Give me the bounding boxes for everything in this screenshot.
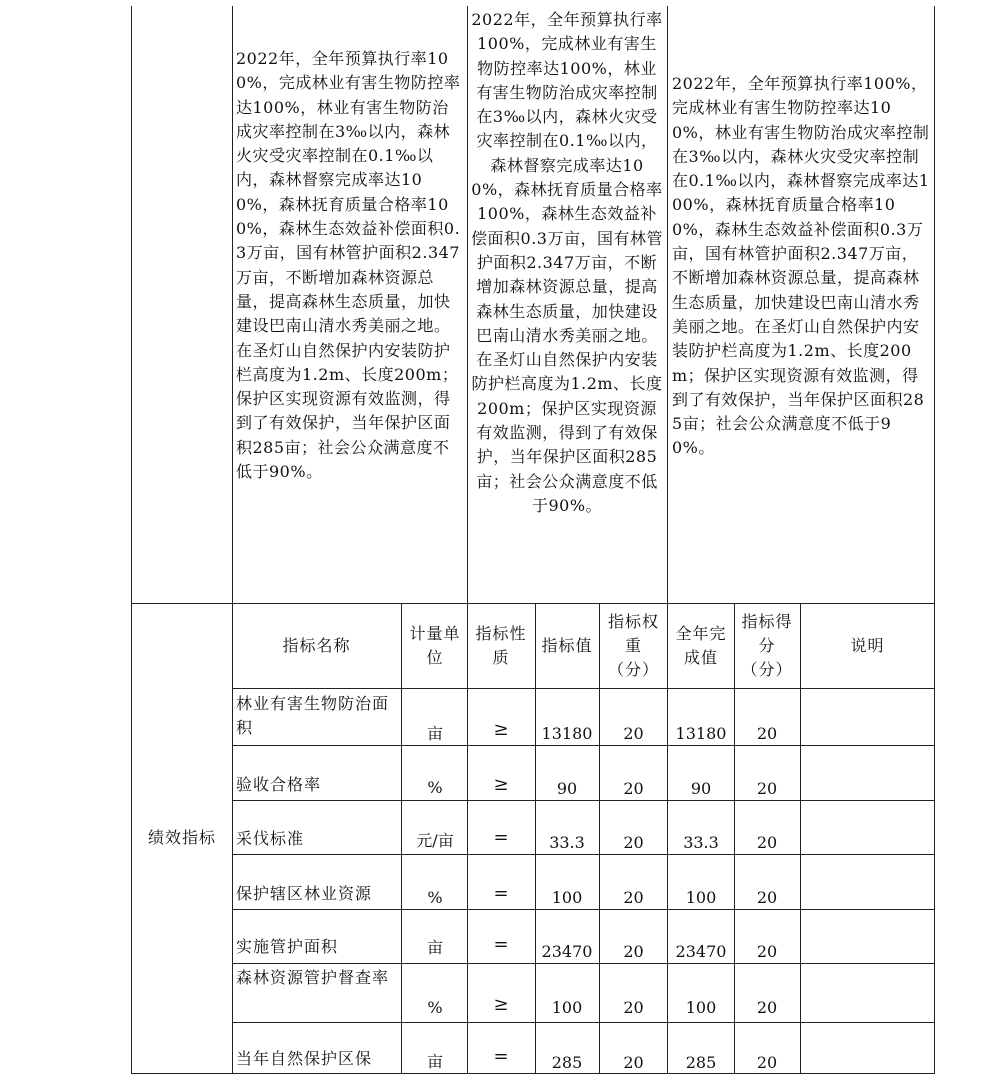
row-5-nature: = bbox=[493, 934, 509, 955]
header-completed-value: 全年完成值 bbox=[675, 623, 727, 667]
row-1-completed: 13180 bbox=[675, 724, 727, 743]
header-target-value: 指标值 bbox=[541, 635, 593, 655]
row-7-completed: 285 bbox=[685, 1053, 717, 1072]
header-weight: 指标权重（分） bbox=[607, 611, 659, 679]
row-3-completed: 33.3 bbox=[683, 833, 719, 852]
row-7-score: 20 bbox=[756, 1053, 778, 1072]
row-2-score: 20 bbox=[756, 779, 778, 798]
goal-text-actual-completion bbox=[668, 72, 934, 542]
goal-text-midyear-target-content: 2022年，全年预算执行率100%，完成林业有害生物防控率达100%，林业有害生物防治成灾率控制在3‰以内，森林火灾受灾率控制在0.1‰以内，森林督察完成率达100%，森林抚育质量合格率100%，森林生态效益补偿面积0.3万亩，国有林管护面积2.347万亩，不断增加森林资源总量，提高森林生态质量，加快建设巴南山清水秀美丽之地。在圣灯山自然保护内安装防护栏高度为1.2m、长度200m；保护区实现资源有效监测，得到了有效保护，当年保护区面积285亩；社会公众满意度不低于90%。 bbox=[471, 10, 663, 515]
goal-text-annual-target-content: 2022年，全年预算执行率100%，完成林业有害生物防控率达100%，林业有害生物防治成灾率控制在3‰以内，森林火灾受灾率控制在0.1‰以内，森林督察完成率达100%，森林抚育质量合格率100%，森林生态效益补偿面积0.3万亩，国有林管护面积2.347万亩，不断增加森林资源总量，提高森林生态质量，加快建设巴南山清水秀美丽之地。在圣灯山自然保护内安装防护栏高度为1.2m、长度200m；保护区实现资源有效监测，得到了有效保护，当年保护区面积285亩；社会公众满意度不低于90%。 bbox=[236, 49, 461, 482]
row-2-completed: 90 bbox=[690, 779, 712, 798]
grid-line bbox=[599, 603, 600, 1074]
grid-line bbox=[232, 854, 935, 855]
row-7-weight: 20 bbox=[623, 1053, 644, 1072]
row-3-weight: 20 bbox=[623, 833, 644, 852]
grid-line bbox=[232, 1022, 935, 1023]
grid-line bbox=[401, 603, 402, 1074]
row-5-weight: 20 bbox=[623, 942, 644, 961]
row-3-score: 20 bbox=[756, 833, 778, 852]
row-6-nature: ≥ bbox=[493, 994, 509, 1015]
row-1-score: 20 bbox=[756, 724, 778, 743]
row-4-completed: 100 bbox=[685, 888, 717, 907]
grid-line bbox=[232, 909, 935, 910]
grid-line bbox=[232, 688, 935, 689]
header-unit: 计量单位 bbox=[409, 623, 461, 667]
header-note: 说明 bbox=[850, 635, 885, 655]
row-7-nature: = bbox=[493, 1046, 509, 1067]
row-7-name: 当年自然保护区保 bbox=[236, 1049, 373, 1068]
row-3-unit: 元/亩 bbox=[416, 831, 454, 850]
header-score: 指标得分（分） bbox=[741, 611, 793, 679]
row-4-name: 保护辖区林业资源 bbox=[236, 884, 373, 903]
grid-line bbox=[232, 963, 935, 964]
goal-text-annual-target bbox=[233, 47, 467, 567]
row-4-nature: = bbox=[493, 883, 509, 904]
row-2-weight: 20 bbox=[623, 779, 644, 798]
row-5-completed: 23470 bbox=[675, 942, 727, 961]
section-label-performance: 绩效指标 bbox=[147, 828, 216, 847]
row-2-nature: ≥ bbox=[493, 774, 509, 795]
row-5-name: 实施管护面积 bbox=[236, 937, 339, 956]
grid-line bbox=[232, 6, 233, 1074]
row-3-value: 33.3 bbox=[549, 833, 585, 852]
row-3-nature: = bbox=[493, 827, 509, 848]
grid-line bbox=[232, 800, 935, 801]
row-5-value: 23470 bbox=[541, 942, 593, 961]
grid-line bbox=[667, 6, 668, 1074]
row-4-value: 100 bbox=[551, 888, 583, 907]
grid-line bbox=[131, 603, 935, 604]
row-2-name: 验收合格率 bbox=[236, 775, 322, 794]
row-1-weight: 20 bbox=[623, 724, 644, 743]
row-6-completed: 100 bbox=[685, 998, 717, 1017]
row-3-name: 采伐标准 bbox=[236, 829, 305, 848]
goal-text-actual-completion-content: 2022年，全年预算执行率100%，完成林业有害生物防控率达100%，林业有害生物防治成灾率控制在3‰以内，森林火灾受灾率控制在0.1‰以内，森林督察完成率达100%，森林抚育质量合格率100%，森林生态效益补偿面积0.3万亩，国有林管护面积2.347万亩，不断增加森林资源总量，提高森林生态质量，加快建设巴南山清水秀美丽之地。在圣灯山自然保护内安装防护栏高度为1.2m、长度200m；保护区实现资源有效监测，得到了有效保护，当年保护区面积285亩；社会公众满意度不低于90%。 bbox=[672, 74, 930, 458]
row-4-weight: 20 bbox=[623, 888, 644, 907]
row-6-unit: % bbox=[427, 998, 443, 1017]
row-4-unit: % bbox=[427, 888, 443, 907]
grid-line bbox=[131, 6, 132, 1074]
row-1-nature: ≥ bbox=[493, 719, 509, 740]
row-6-value: 100 bbox=[551, 998, 583, 1017]
row-7-value: 285 bbox=[551, 1053, 583, 1072]
header-indicator-name: 指标名称 bbox=[282, 635, 351, 655]
row-2-unit: % bbox=[427, 778, 443, 797]
row-5-score: 20 bbox=[756, 942, 778, 961]
grid-line bbox=[232, 745, 935, 746]
row-5-unit: 亩 bbox=[426, 938, 443, 957]
grid-line bbox=[535, 603, 536, 1074]
row-4-score: 20 bbox=[756, 888, 778, 907]
header-nature: 指标性质 bbox=[475, 623, 527, 667]
row-2-value: 90 bbox=[556, 779, 578, 798]
goal-text-midyear-target bbox=[467, 8, 667, 602]
grid-line bbox=[467, 6, 468, 1074]
grid-line bbox=[800, 603, 801, 1074]
grid-line bbox=[934, 6, 935, 1074]
row-6-weight: 20 bbox=[623, 998, 644, 1017]
row-7-unit: 亩 bbox=[426, 1052, 443, 1071]
grid-line bbox=[131, 1073, 935, 1074]
row-6-name: 森林资源管护督查率 bbox=[236, 968, 390, 987]
row-1-value: 13180 bbox=[541, 724, 593, 743]
grid-line bbox=[734, 603, 735, 1074]
row-1-name: 林业有害生物防治面积 bbox=[236, 694, 390, 737]
row-6-score: 20 bbox=[756, 998, 778, 1017]
row-1-unit: 亩 bbox=[426, 724, 443, 743]
